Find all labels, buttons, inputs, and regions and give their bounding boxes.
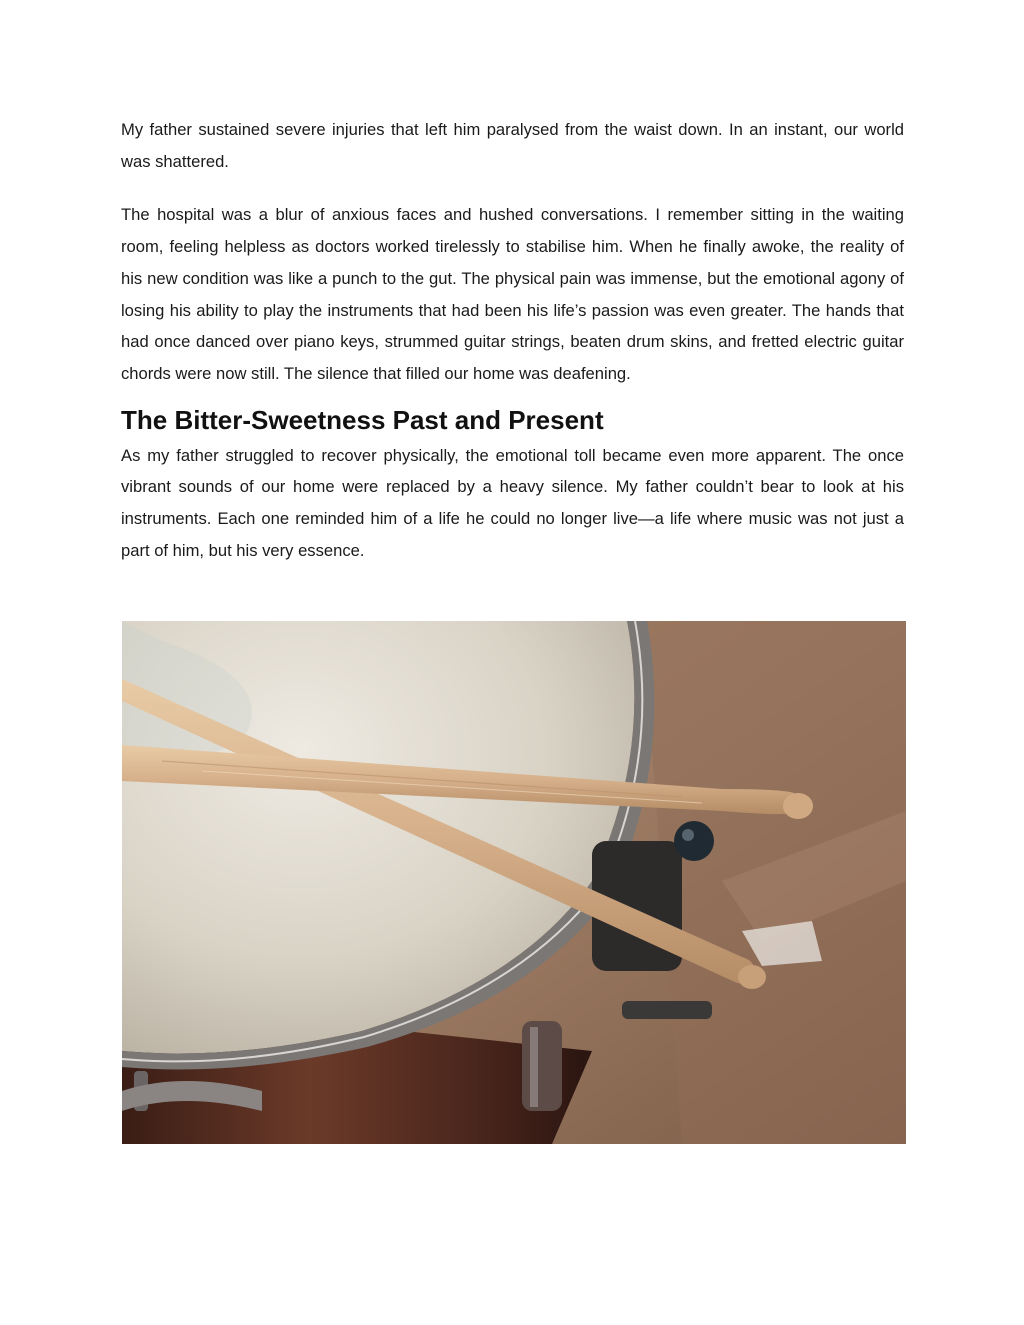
paragraph-hospital: The hospital was a blur of anxious faces and hushed conversations. I remember sitting in the waiting room, feeling helpless as doctors worked tirelessly to stabilise him. When he finally awoke, the reality of his new condition was like a punch to the gut. The physical pain was immense, but the emotional agony of losing his ability to play the instruments that had been his life’s passion was even greater. The hands that had once danced over piano keys, strummed guitar strings, beaten drum skins, and fretted electric guitar chords were now still. The silence that filled our home was deafening. (121, 205, 904, 383)
tension-knob (674, 821, 714, 861)
paragraph-injuries: My father sustained severe injuries that left him paralysed from the waist down. In an instant, our world was shattered. (121, 120, 904, 171)
paragraph-silence: As my father struggled to recover physically, the emotional toll became even more apparent. The once vibrant sounds of our home were replaced by a heavy silence. My father couldn’t bear to look at his instruments. Each one reminded him of a life he could no longer live—a life where music was not just a part of him, but his very essence. (121, 445, 904, 560)
document-body (121, 114, 904, 566)
drum-lug (522, 1021, 562, 1111)
drumsticks-photo (122, 621, 906, 1144)
section-heading: The Bitter-Sweetness Past and Present (121, 404, 604, 435)
